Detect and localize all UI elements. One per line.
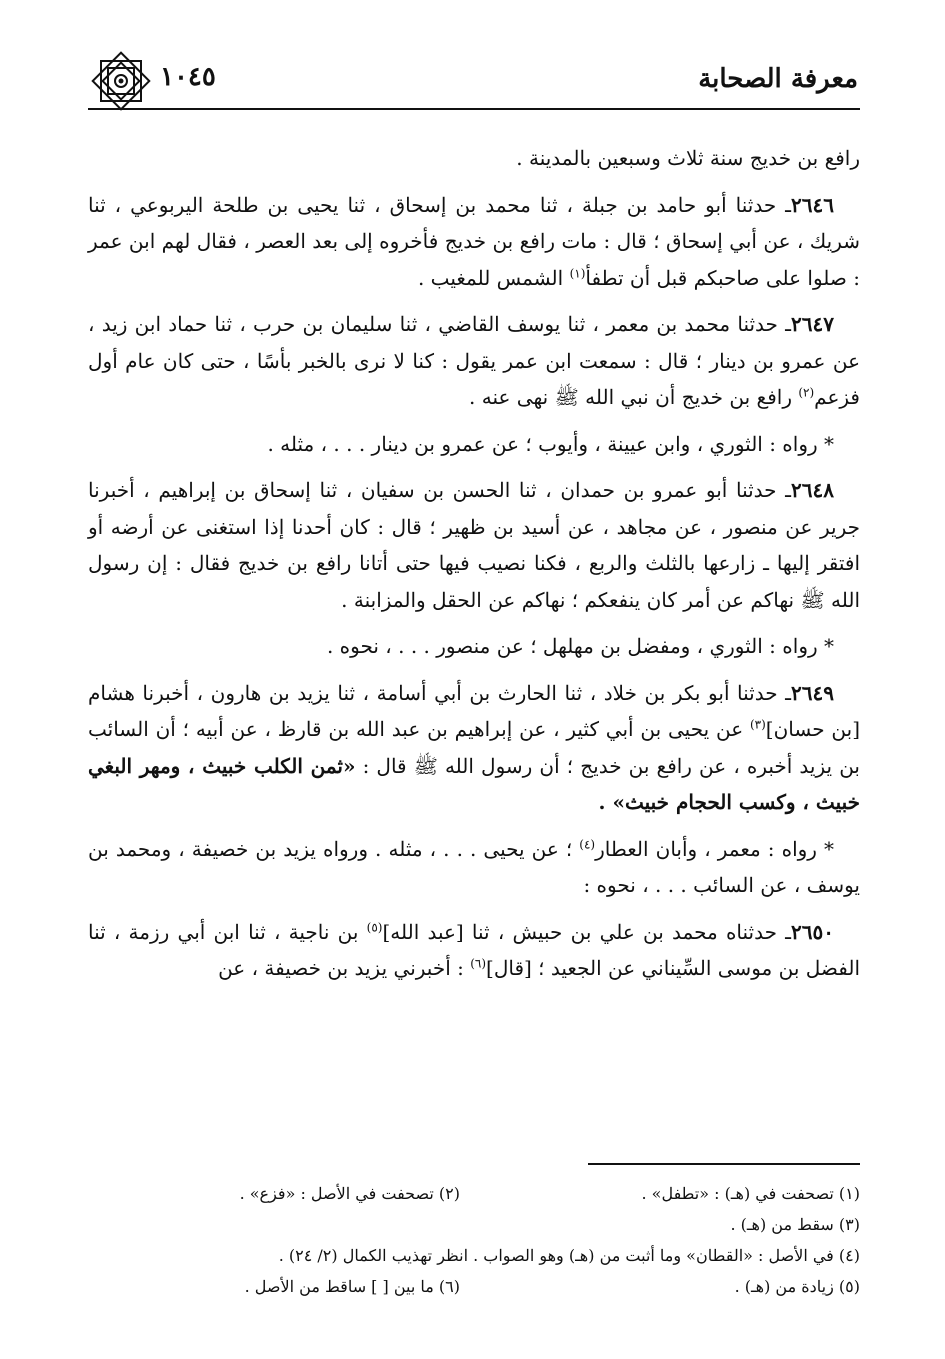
narration-note: [88, 831, 860, 904]
narration-note: [88, 426, 860, 463]
footnote-1: (١) تصحفت في (هـ) : «تطفل» .: [641, 1184, 860, 1203]
hadith-text: ـ حدثنا أبو عمرو بن حمدان ، ثنا الحسن بن سفيان ، ثنا إسحاق بن إبراهيم ، أخبرنا جرير عن منصور ، عن مجاهد ، عن أسيد بن ظهير ؛ قال : كان أحدنا إذا استغنى عن أرضه أو افتقر إليها ـ زارعها بالثلث والربع ، فكنا نصيب فيها حتى أتانا رافع بن خديج فقال : إن رسول الله ﷺ نهاكم عن أمر كان ينفعكم ؛ نهاكم عن الحقل والمزابنة .: [88, 478, 860, 612]
hadith-text: ـ حدثنا محمد بن معمر ، ثنا يوسف القاضي ، ثنا سليمان بن حرب ، ثنا حماد ابن زيد ، عن عمرو بن دينار ؛ قال : سمعت ابن عمر يقول : كنا لا نرى بالخبر بأسًا ، حتى كان عام أول فزعم: [88, 312, 860, 409]
hadith-text-tail: الشمس للمغيب .: [417, 265, 570, 290]
page-number: ١٠٤٥: [160, 62, 216, 92]
hadith-number: ٢٦٤٧: [791, 312, 834, 336]
footnote-ref[interactable]: (٢): [798, 385, 815, 400]
footnote-row: [88, 1178, 860, 1209]
hadith-number: ٢٦٤٨: [791, 478, 834, 502]
note-text: * رواه : معمر ، وأبان العطار: [595, 836, 834, 861]
star-ornament-icon: [88, 48, 154, 114]
hadith-2649: [88, 675, 860, 821]
footnote-ref[interactable]: (٣): [749, 717, 766, 732]
hadith-2647: [88, 306, 860, 416]
footnote-row: [88, 1240, 860, 1271]
note-text-tail: ؛ عن يحيى . . . ، مثله . ورواه يزيد بن خصيفة ، ومحمد بن يوسف ، عن السائب . . . ، نحوه :: [88, 836, 860, 897]
hadith-text: ـ حدثنا أبو بكر بن خلاد ، ثنا الحارث بن أبي أسامة ، ثنا يزيد بن هارون ، أخبرنا هشام [بن حسان]: [88, 680, 860, 741]
hadith-number: ٢٦٤٩: [791, 680, 834, 705]
book-title: معرفة الصحابة: [698, 64, 858, 94]
page-header: [88, 48, 858, 108]
hadith-text: ـ حدثنا أبو حامد بن جبلة ، ثنا محمد بن إسحاق ، ثنا يحيى بن طلحة اليربوعي ، ثنا شريك ، عن أبي إسحاق ؛ قال : مات رافع بن خديج فأخروه إلى بعد العصر ، فقال لهم ابن عمر : صلوا على صاحبكم قبل أن تطفأ: [88, 192, 860, 290]
footnote-2: (٢) تصحفت في الأصل : «فزع» .: [239, 1184, 460, 1203]
note-text: * رواه : الثوري ، وابن عيينة ، وأيوب ؛ عن عمرو بن دينار . . . ، مثله .: [267, 431, 834, 456]
footnote-ref[interactable]: (٥): [366, 919, 383, 934]
paragraph-continuation: [88, 140, 860, 177]
paragraph-text: رافع بن خديج سنة ثلاث وسبعين بالمدينة .: [516, 146, 860, 170]
hadith-text: ـ حدثناه محمد بن علي بن حبيش ، ثنا [عبد الله]: [382, 919, 792, 944]
header-divider: [88, 108, 860, 110]
hadith-quote: «ثمن الكلب خبيث ، ومهر البغي خبيث ، وكسب الحجام خبيث» .: [88, 753, 860, 814]
hadith-2646: [88, 187, 860, 297]
hadith-number: ٢٦٥٠: [791, 919, 835, 944]
main-text: [88, 140, 860, 997]
hadith-2650: [88, 914, 860, 987]
note-text: * رواه : الثوري ، ومفضل بن مهلهل ؛ عن منصور . . . ، نحوه .: [326, 634, 834, 658]
footnote-6: (٦) ما بين [ ] ساقط من الأصل .: [244, 1277, 460, 1296]
hadith-text-tail: : أخبرني يزيد بن خصيفة ، عن: [218, 956, 471, 980]
footnote-ref[interactable]: (٤): [579, 836, 596, 851]
hadith-2648: [88, 472, 860, 618]
hadith-text-tail: رافع بن خديج أن نبي الله ﷺ نهى عنه .: [469, 385, 799, 409]
footnote-row: [88, 1271, 860, 1302]
hadith-text-tail: بن ناجية ، ثنا ابن أبي رزمة ، ثنا الفضل بن موسى السِّيناني عن الجعيد ؛ [قال]: [88, 919, 860, 980]
footnote-row: [88, 1209, 860, 1240]
footnote-ref[interactable]: (١): [569, 265, 586, 280]
footnote-divider: [588, 1163, 860, 1165]
footnote-ref[interactable]: (٦): [470, 956, 487, 971]
footnote-4: (٤) في الأصل : «القطان» وما أثبت من (هـ) وهو الصواب . انظر تهذيب الكمال (٢/ ٢٤) .: [278, 1246, 860, 1265]
narration-note: [88, 628, 860, 665]
hadith-text-tail: عن يحيى بن أبي كثير ، عن إبراهيم بن عبد الله بن قارظ ، عن أبيه ؛ أن السائب بن يزيد أخبره ، عن رافع بن خديج ؛ أن رسول الله ﷺ قال :: [88, 717, 860, 778]
footnotes: [88, 1178, 860, 1302]
footnote-5: (٥) زيادة من (هـ) .: [734, 1277, 860, 1296]
footnote-3: (٣) سقط من (هـ) .: [730, 1215, 860, 1234]
hadith-number: ٢٦٤٦: [791, 192, 834, 217]
